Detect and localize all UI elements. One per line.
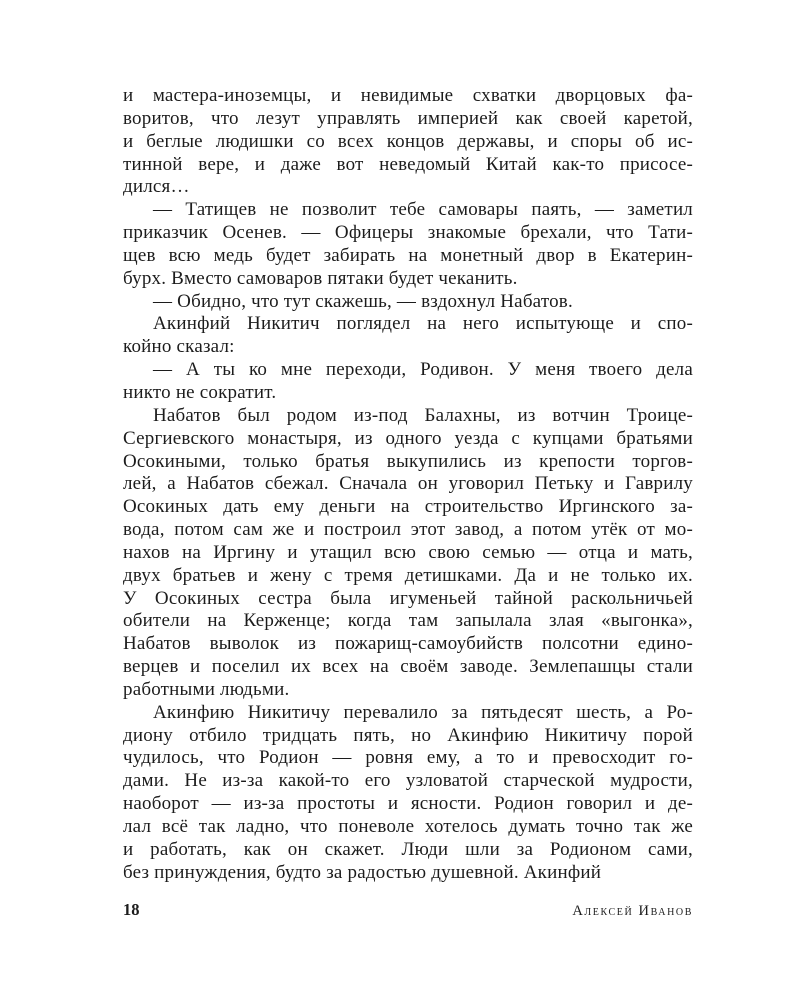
text-line: дами. Не из-за какой-то его узловатой старческой мудрости,: [123, 770, 693, 792]
text-line: Сергиевского монастыря, из одного уезда с купцами братьями: [123, 427, 693, 449]
text-line: бурх. Вместо самоваров пятаки будет чеканить.: [123, 267, 518, 289]
text-line: Осокиных дать ему деньги на строительство Иргинского за-: [123, 496, 693, 518]
text-line: щев всю медь будет забирать на монетный двор в Екатерин-: [123, 244, 693, 266]
text-line: наоборот — из-за простоты и ясности. Родион говорил и де-: [123, 793, 693, 815]
text-line: лал всё так ладно, что поневоле хотелось думать точно так же: [123, 816, 693, 837]
paragraph: [123, 702, 693, 885]
text-line: Акинфий Никитич поглядел на него испытующе и спо-: [153, 313, 693, 335]
text-line: и беглые людишки со всех концов державы, и споры об ис-: [123, 130, 693, 152]
paragraph: [123, 199, 693, 290]
text-line: работными людьми.: [123, 678, 290, 700]
text-line: — Обидно, что тут скажешь, — вздохнул Набатов.: [153, 290, 573, 312]
text-line: тинной вере, и даже вот неведомый Китай как-то присосе-: [123, 153, 693, 175]
text-line: лей, а Набатов сбежал. Сначала он уговорил Петьку и Гаврилу: [123, 473, 693, 495]
running-footer-author: Алексей Иванов: [572, 903, 693, 919]
text-line: приказчик Осенев. — Офицеры знакомые брехали, что Тати-: [123, 222, 693, 244]
text-line: дился…: [123, 176, 190, 198]
paragraph: [123, 291, 693, 314]
text-line: Набатов выволок из пожарищ-самоубийств полсотни едино-: [123, 633, 693, 655]
text-line: и работать, как он скажет. Люди шли за Родионом сами,: [123, 838, 693, 860]
text-line: воритов, что лезут управлять империей как своей каретой,: [123, 107, 693, 129]
text-line: диону отбило тридцать пять, но Акинфию Никитичу порой: [123, 724, 693, 746]
text-line: чудилось, что Родион — ровня ему, а то и превосходит го-: [123, 747, 693, 769]
paragraph: [123, 405, 693, 702]
paragraph: [123, 85, 693, 199]
text-line: — Татищев не позволит тебе самовары паять, — заметил: [153, 199, 693, 221]
text-line: никто не сократит.: [123, 381, 277, 403]
text-line: вода, потом сам же и построил этот завод, а потом утёк от мо-: [123, 519, 693, 541]
text-line: Осокиными, только братья выкупились из крепости торгов-: [123, 450, 693, 472]
page-number: 18: [123, 900, 140, 919]
paragraph: [123, 313, 693, 359]
text-line: У Осокиных сестра была игуменьей тайной раскольничьей: [123, 587, 693, 609]
text-line: верцев и поселил их всех на своём заводе. Землепашцы стали: [123, 656, 693, 678]
page-footer: [123, 900, 693, 920]
text-line: и мастера-иноземцы, и невидимые схватки дворцовых фа-: [123, 85, 693, 106]
text-line: двух братьев и жену с тремя детишками. Да и не только их.: [123, 564, 693, 586]
text-line: койно сказал:: [123, 336, 235, 358]
body-text: [123, 85, 693, 885]
text-line: Акинфию Никитичу перевалило за пятьдесят шесть, а Ро-: [153, 701, 693, 723]
text-line: — А ты ко мне переходи, Родивон. У меня твоего дела: [153, 359, 693, 381]
text-line: без принуждения, будто за радостью душевной. Акинфий: [123, 861, 602, 883]
text-line: обители на Керженце; когда там запылала злая «выгонка»,: [123, 610, 693, 632]
paragraph: [123, 359, 693, 405]
text-line: нахов на Иргину и утащил всю свою семью — отца и мать,: [123, 541, 693, 563]
text-line: Набатов был родом из-под Балахны, из вотчин Троице-: [153, 404, 693, 426]
